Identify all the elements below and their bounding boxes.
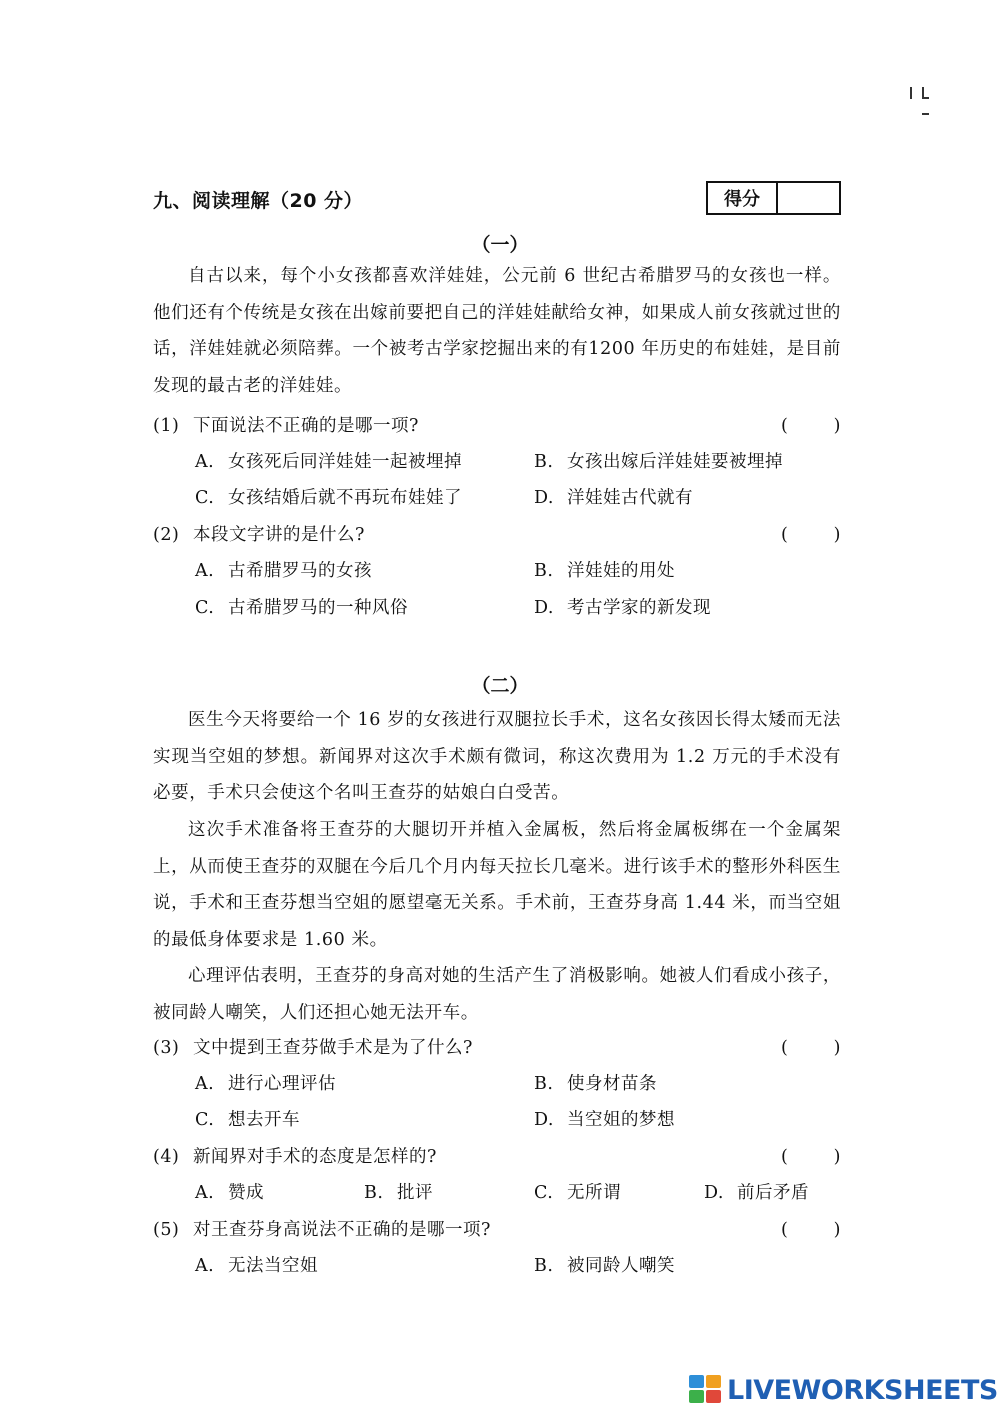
option-2b[interactable]: B. 洋娃娃的用处 xyxy=(534,561,675,581)
option-4b[interactable]: B. 批评 xyxy=(364,1183,433,1203)
option-2d[interactable]: D. 考古学家的新发现 xyxy=(534,598,711,618)
option-4a[interactable]: A. 赞成 xyxy=(195,1183,264,1203)
option-1b[interactable]: B. 女孩出嫁后洋娃娃要被埋掉 xyxy=(534,452,783,472)
option-1a[interactable]: A. 女孩死后同洋娃娃一起被埋掉 xyxy=(195,452,462,472)
answer-blank[interactable]: ( ) xyxy=(781,416,841,436)
question-number: (4) xyxy=(153,1147,180,1167)
corner-crop-mark xyxy=(906,85,936,120)
part1-heading: （一） xyxy=(471,234,529,256)
question-2 xyxy=(153,517,841,553)
answer-blank[interactable]: ( ) xyxy=(781,525,841,545)
part2-paragraph-1: 医生今天将要给一个 16 岁的女孩进行双腿拉长手术，这名女孩因长得太矮而无法实现当空姐的梦想。新闻界对这次手术颇有微词，称这次费用为 1.2 万元的手术没有必要，手术只会使这个名叫王查芬的姑娘白白受苦。 xyxy=(153,710,841,803)
question-number: (2) xyxy=(153,525,180,545)
option-1d[interactable]: D. 洋娃娃古代就有 xyxy=(534,488,693,508)
answer-blank[interactable]: ( ) xyxy=(781,1147,841,1167)
option-4d[interactable]: D. 前后矛盾 xyxy=(704,1183,809,1203)
question-number: (3) xyxy=(153,1038,180,1058)
option-3d[interactable]: D. 当空姐的梦想 xyxy=(534,1110,675,1130)
part2-heading: （二） xyxy=(471,675,529,697)
question-text: 下面说法不正确的是哪一项? xyxy=(193,416,419,436)
question-5 xyxy=(153,1212,841,1248)
question-text: 文中提到王查芬做手术是为了什么? xyxy=(193,1038,473,1058)
option-2a[interactable]: A. 古希腊罗马的女孩 xyxy=(195,561,372,581)
option-5b[interactable]: B. 被同龄人嘲笑 xyxy=(534,1256,675,1276)
part2-paragraph-2: 这次手术准备将王查芬的大腿切开并植入金属板，然后将金属板绑在一个金属架上，从而使王查芬的双腿在今后几个月内每天拉长几毫米。进行该手术的整形外科医生说，手术和王查芬想当空姐的愿望毫无关系。手术前，王查芬身高 1.44 米，而当空姐的最低身体要求是 1.60 米。 xyxy=(153,820,841,950)
option-5a[interactable]: A. 无法当空姐 xyxy=(195,1256,318,1276)
option-2c[interactable]: C. 古希腊罗马的一种风俗 xyxy=(195,598,408,618)
option-4c[interactable]: C. 无所谓 xyxy=(534,1183,621,1203)
logo-tile xyxy=(689,1375,704,1388)
question-3 xyxy=(153,1030,841,1066)
score-label: 得分 xyxy=(708,183,778,213)
logo-tile xyxy=(689,1390,704,1403)
question-text: 对王查芬身高说法不正确的是哪一项? xyxy=(193,1220,491,1240)
question-4 xyxy=(153,1139,841,1175)
option-1c[interactable]: C. 女孩结婚后就不再玩布娃娃了 xyxy=(195,488,462,508)
question-number: (1) xyxy=(153,416,180,436)
logo-tile xyxy=(706,1375,721,1388)
liveworksheets-watermark xyxy=(689,1373,998,1407)
logo-tile xyxy=(706,1390,721,1403)
score-input-cell[interactable] xyxy=(778,183,839,213)
score-box xyxy=(706,181,841,215)
part1-paragraph: 自古以来，每个小女孩都喜欢洋娃娃，公元前 6 世纪古希腊罗马的女孩也一样。他们还有个传统是女孩在出嫁前要把自己的洋娃娃献给女神，如果成人前女孩就过世的话，洋娃娃就必须陪葬。一个被考古学家挖掘出来的有1200 年历史的布娃娃，是目前发现的最古老的洋娃娃。 xyxy=(153,266,841,396)
question-text: 本段文字讲的是什么? xyxy=(193,525,365,545)
question-1 xyxy=(153,408,841,444)
option-3c[interactable]: C. 想去开车 xyxy=(195,1110,300,1130)
option-3b[interactable]: B. 使身材苗条 xyxy=(534,1074,657,1094)
section-title: 九、阅读理解（20 分） xyxy=(153,190,364,212)
answer-blank[interactable]: ( ) xyxy=(781,1038,841,1058)
liveworksheets-logo-icon xyxy=(689,1375,723,1405)
question-number: (5) xyxy=(153,1220,180,1240)
watermark-text: LIVEWORKSHEETS xyxy=(727,1374,998,1406)
part2-paragraph-3: 心理评估表明，王查芬的身高对她的生活产生了消极影响。她被人们看成小孩子，被同龄人嘲笑，人们还担心她无法开车。 xyxy=(153,966,841,1023)
question-text: 新闻界对手术的态度是怎样的? xyxy=(193,1147,437,1167)
option-3a[interactable]: A. 进行心理评估 xyxy=(195,1074,336,1094)
answer-blank[interactable]: ( ) xyxy=(781,1220,841,1240)
